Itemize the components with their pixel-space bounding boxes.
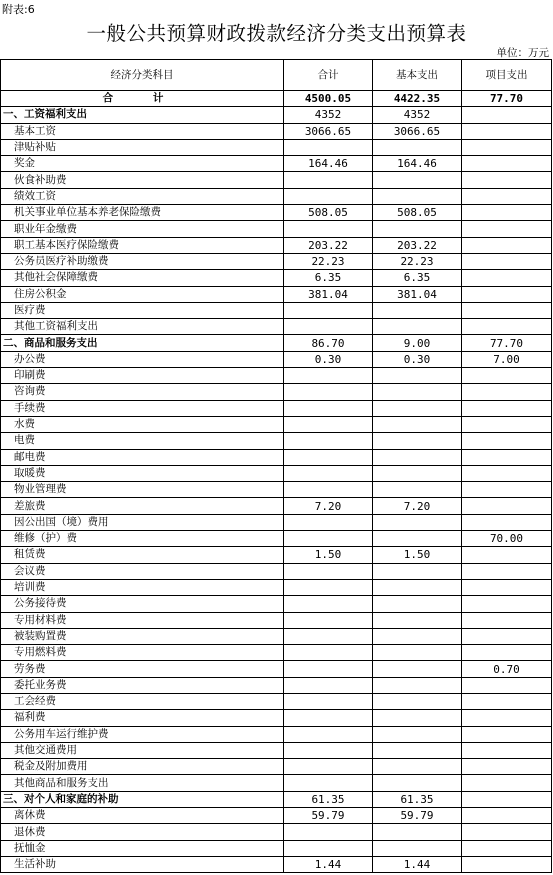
row-basic	[373, 319, 462, 335]
row-basic	[373, 693, 462, 709]
row-project	[462, 139, 552, 155]
row-basic: 7.20	[373, 498, 462, 514]
section-row	[1, 791, 552, 807]
table-row	[1, 742, 552, 758]
row-name: 公务员医疗补助缴费	[1, 253, 284, 269]
table-row	[1, 319, 552, 335]
row-total	[284, 775, 373, 791]
row-total: 203.22	[284, 237, 373, 253]
header-project: 项目支出	[462, 60, 552, 91]
row-project: 77.70	[462, 91, 552, 107]
row-basic: 0.30	[373, 351, 462, 367]
table-row	[1, 531, 552, 547]
row-project	[462, 628, 552, 644]
row-project	[462, 775, 552, 791]
row-name: 印刷费	[1, 368, 284, 384]
header-total: 合计	[284, 60, 373, 91]
row-name: 生活补助	[1, 856, 284, 872]
row-basic: 1.44	[373, 856, 462, 872]
row-basic	[373, 726, 462, 742]
table-row	[1, 808, 552, 824]
row-total: 61.35	[284, 791, 373, 807]
table-row	[1, 726, 552, 742]
row-basic	[373, 221, 462, 237]
row-project	[462, 449, 552, 465]
row-total: 7.20	[284, 498, 373, 514]
row-total	[284, 824, 373, 840]
row-total: 3066.65	[284, 123, 373, 139]
table-row	[1, 498, 552, 514]
header-category: 经济分类科目	[1, 60, 284, 91]
row-total	[284, 368, 373, 384]
row-basic	[373, 775, 462, 791]
table-row	[1, 710, 552, 726]
row-basic	[373, 710, 462, 726]
row-name: 其他工资福利支出	[1, 319, 284, 335]
row-project	[462, 433, 552, 449]
row-total: 59.79	[284, 808, 373, 824]
row-total	[284, 482, 373, 498]
row-name: 因公出国（境）费用	[1, 514, 284, 530]
row-project	[462, 416, 552, 432]
row-name: 取暖费	[1, 465, 284, 481]
row-project	[462, 563, 552, 579]
row-total	[284, 449, 373, 465]
row-project	[462, 205, 552, 221]
row-project	[462, 791, 552, 807]
row-name: 一、工资福利支出	[1, 107, 284, 123]
row-project	[462, 465, 552, 481]
row-project: 7.00	[462, 351, 552, 367]
row-basic: 4422.35	[373, 91, 462, 107]
row-project	[462, 188, 552, 204]
table-row	[1, 645, 552, 661]
row-basic	[373, 188, 462, 204]
row-basic	[373, 433, 462, 449]
table-row	[1, 840, 552, 856]
row-total: 1.44	[284, 856, 373, 872]
row-basic: 6.35	[373, 270, 462, 286]
table-row	[1, 824, 552, 840]
row-name: 其他商品和服务支出	[1, 775, 284, 791]
row-basic: 59.79	[373, 808, 462, 824]
row-project	[462, 808, 552, 824]
table-row	[1, 661, 552, 677]
row-name: 电费	[1, 433, 284, 449]
table-row	[1, 514, 552, 530]
row-basic	[373, 742, 462, 758]
table-row	[1, 759, 552, 775]
row-project	[462, 368, 552, 384]
row-name: 伙食补助费	[1, 172, 284, 188]
row-total	[284, 433, 373, 449]
row-total: 6.35	[284, 270, 373, 286]
row-total	[284, 514, 373, 530]
row-total	[284, 400, 373, 416]
row-total: 381.04	[284, 286, 373, 302]
row-total	[284, 302, 373, 318]
row-project	[462, 302, 552, 318]
row-basic: 22.23	[373, 253, 462, 269]
row-total	[284, 596, 373, 612]
row-name: 其他社会保障缴费	[1, 270, 284, 286]
row-name: 基本工资	[1, 123, 284, 139]
header-basic: 基本支出	[373, 60, 462, 91]
row-project	[462, 270, 552, 286]
row-total	[284, 172, 373, 188]
row-basic: 381.04	[373, 286, 462, 302]
row-name: 委托业务费	[1, 677, 284, 693]
row-basic	[373, 579, 462, 595]
row-project: 70.00	[462, 531, 552, 547]
row-name: 公务接待费	[1, 596, 284, 612]
table-row	[1, 482, 552, 498]
row-name: 奖金	[1, 156, 284, 172]
row-total	[284, 759, 373, 775]
row-total	[284, 742, 373, 758]
row-name: 津贴补贴	[1, 139, 284, 155]
row-basic	[373, 563, 462, 579]
row-project	[462, 677, 552, 693]
table-row	[1, 123, 552, 139]
row-total	[284, 531, 373, 547]
row-name: 物业管理费	[1, 482, 284, 498]
row-total	[284, 188, 373, 204]
row-project	[462, 693, 552, 709]
row-basic: 508.05	[373, 205, 462, 221]
row-project	[462, 237, 552, 253]
row-name: 水费	[1, 416, 284, 432]
page-title: 一般公共预算财政拨款经济分类支出预算表	[86, 22, 467, 45]
row-name: 手续费	[1, 400, 284, 416]
row-project	[462, 319, 552, 335]
row-basic: 61.35	[373, 791, 462, 807]
row-total	[284, 384, 373, 400]
row-name: 专用燃料费	[1, 645, 284, 661]
row-basic	[373, 677, 462, 693]
row-basic	[373, 416, 462, 432]
row-name: 退休费	[1, 824, 284, 840]
row-basic: 4352	[373, 107, 462, 123]
row-basic: 3066.65	[373, 123, 462, 139]
row-basic	[373, 596, 462, 612]
table-row	[1, 302, 552, 318]
row-project	[462, 498, 552, 514]
row-total	[284, 645, 373, 661]
section-row	[1, 107, 552, 123]
row-project	[462, 253, 552, 269]
table-header-row	[1, 60, 552, 91]
table-row	[1, 628, 552, 644]
row-name: 医疗费	[1, 302, 284, 318]
row-name: 邮电费	[1, 449, 284, 465]
row-project	[462, 824, 552, 840]
row-name: 职业年金缴费	[1, 221, 284, 237]
table-row	[1, 416, 552, 432]
row-total	[284, 628, 373, 644]
row-total	[284, 840, 373, 856]
row-basic	[373, 531, 462, 547]
table-row	[1, 221, 552, 237]
row-total	[284, 579, 373, 595]
row-total: 0.30	[284, 351, 373, 367]
row-total: 1.50	[284, 547, 373, 563]
row-total	[284, 677, 373, 693]
row-name: 劳务费	[1, 661, 284, 677]
section-row	[1, 335, 552, 351]
row-project	[462, 286, 552, 302]
row-total	[284, 416, 373, 432]
row-name: 专用材料费	[1, 612, 284, 628]
row-basic	[373, 172, 462, 188]
row-basic	[373, 840, 462, 856]
row-basic: 1.50	[373, 547, 462, 563]
table-row	[1, 433, 552, 449]
row-total	[284, 726, 373, 742]
budget-table	[0, 59, 552, 873]
row-basic	[373, 400, 462, 416]
row-total: 4500.05	[284, 91, 373, 107]
row-name: 住房公积金	[1, 286, 284, 302]
row-basic: 203.22	[373, 237, 462, 253]
row-name: 培训费	[1, 579, 284, 595]
row-project	[462, 172, 552, 188]
row-project	[462, 547, 552, 563]
row-total: 508.05	[284, 205, 373, 221]
row-name: 税金及附加费用	[1, 759, 284, 775]
table-row	[1, 156, 552, 172]
attachment-label: 附表:6	[2, 3, 35, 16]
row-project	[462, 856, 552, 872]
row-name: 抚恤金	[1, 840, 284, 856]
table-row	[1, 693, 552, 709]
row-total	[284, 563, 373, 579]
row-name: 会议费	[1, 563, 284, 579]
row-basic	[373, 465, 462, 481]
row-basic	[373, 482, 462, 498]
row-total: 4352	[284, 107, 373, 123]
row-project	[462, 384, 552, 400]
table-row	[1, 775, 552, 791]
row-project	[462, 221, 552, 237]
row-project	[462, 726, 552, 742]
row-project	[462, 482, 552, 498]
table-row	[1, 205, 552, 221]
row-name: 绩效工资	[1, 188, 284, 204]
row-total	[284, 465, 373, 481]
table-row	[1, 172, 552, 188]
row-name: 被装购置费	[1, 628, 284, 644]
row-project	[462, 514, 552, 530]
row-project	[462, 759, 552, 775]
row-project	[462, 710, 552, 726]
table-row	[1, 400, 552, 416]
table-row	[1, 286, 552, 302]
row-total	[284, 319, 373, 335]
table-row	[1, 677, 552, 693]
table-row	[1, 237, 552, 253]
row-basic	[373, 612, 462, 628]
row-name: 机关事业单位基本养老保险缴费	[1, 205, 284, 221]
row-name: 租赁费	[1, 547, 284, 563]
row-project	[462, 840, 552, 856]
row-project	[462, 645, 552, 661]
row-total	[284, 661, 373, 677]
table-row	[1, 563, 552, 579]
row-project: 77.70	[462, 335, 552, 351]
row-total	[284, 221, 373, 237]
table-row	[1, 368, 552, 384]
row-basic	[373, 368, 462, 384]
unit-label: 单位：万元	[496, 47, 549, 59]
total-row	[1, 91, 552, 107]
row-basic	[373, 645, 462, 661]
row-basic	[373, 628, 462, 644]
row-project	[462, 123, 552, 139]
row-name: 离休费	[1, 808, 284, 824]
row-name: 三、对个人和家庭的补助	[1, 791, 284, 807]
row-name: 其他交通费用	[1, 742, 284, 758]
table-row	[1, 253, 552, 269]
row-project	[462, 579, 552, 595]
table-row	[1, 579, 552, 595]
row-project	[462, 596, 552, 612]
table-row	[1, 351, 552, 367]
table-row	[1, 384, 552, 400]
table-row	[1, 139, 552, 155]
row-name: 维修（护）费	[1, 531, 284, 547]
table-row	[1, 612, 552, 628]
row-total: 22.23	[284, 253, 373, 269]
row-project	[462, 107, 552, 123]
row-basic	[373, 759, 462, 775]
row-project	[462, 156, 552, 172]
row-project: 0.70	[462, 661, 552, 677]
table-row	[1, 449, 552, 465]
row-basic	[373, 661, 462, 677]
row-basic	[373, 302, 462, 318]
row-basic	[373, 139, 462, 155]
row-name: 职工基本医疗保险缴费	[1, 237, 284, 253]
row-total: 86.70	[284, 335, 373, 351]
row-name: 办公费	[1, 351, 284, 367]
row-total: 164.46	[284, 156, 373, 172]
table-row	[1, 270, 552, 286]
row-total	[284, 710, 373, 726]
table-row	[1, 465, 552, 481]
table-row	[1, 188, 552, 204]
table-row	[1, 547, 552, 563]
row-basic: 164.46	[373, 156, 462, 172]
row-project	[462, 400, 552, 416]
row-basic	[373, 449, 462, 465]
row-basic	[373, 384, 462, 400]
row-project	[462, 742, 552, 758]
row-name: 福利费	[1, 710, 284, 726]
row-name: 差旅费	[1, 498, 284, 514]
row-basic	[373, 824, 462, 840]
row-project	[462, 612, 552, 628]
row-basic	[373, 514, 462, 530]
table-row	[1, 856, 552, 872]
row-name: 二、商品和服务支出	[1, 335, 284, 351]
row-total	[284, 139, 373, 155]
row-name: 合 计	[1, 91, 284, 107]
row-name: 公务用车运行维护费	[1, 726, 284, 742]
table-row	[1, 596, 552, 612]
row-total	[284, 612, 373, 628]
row-name: 工会经费	[1, 693, 284, 709]
row-total	[284, 693, 373, 709]
row-name: 咨询费	[1, 384, 284, 400]
row-basic: 9.00	[373, 335, 462, 351]
